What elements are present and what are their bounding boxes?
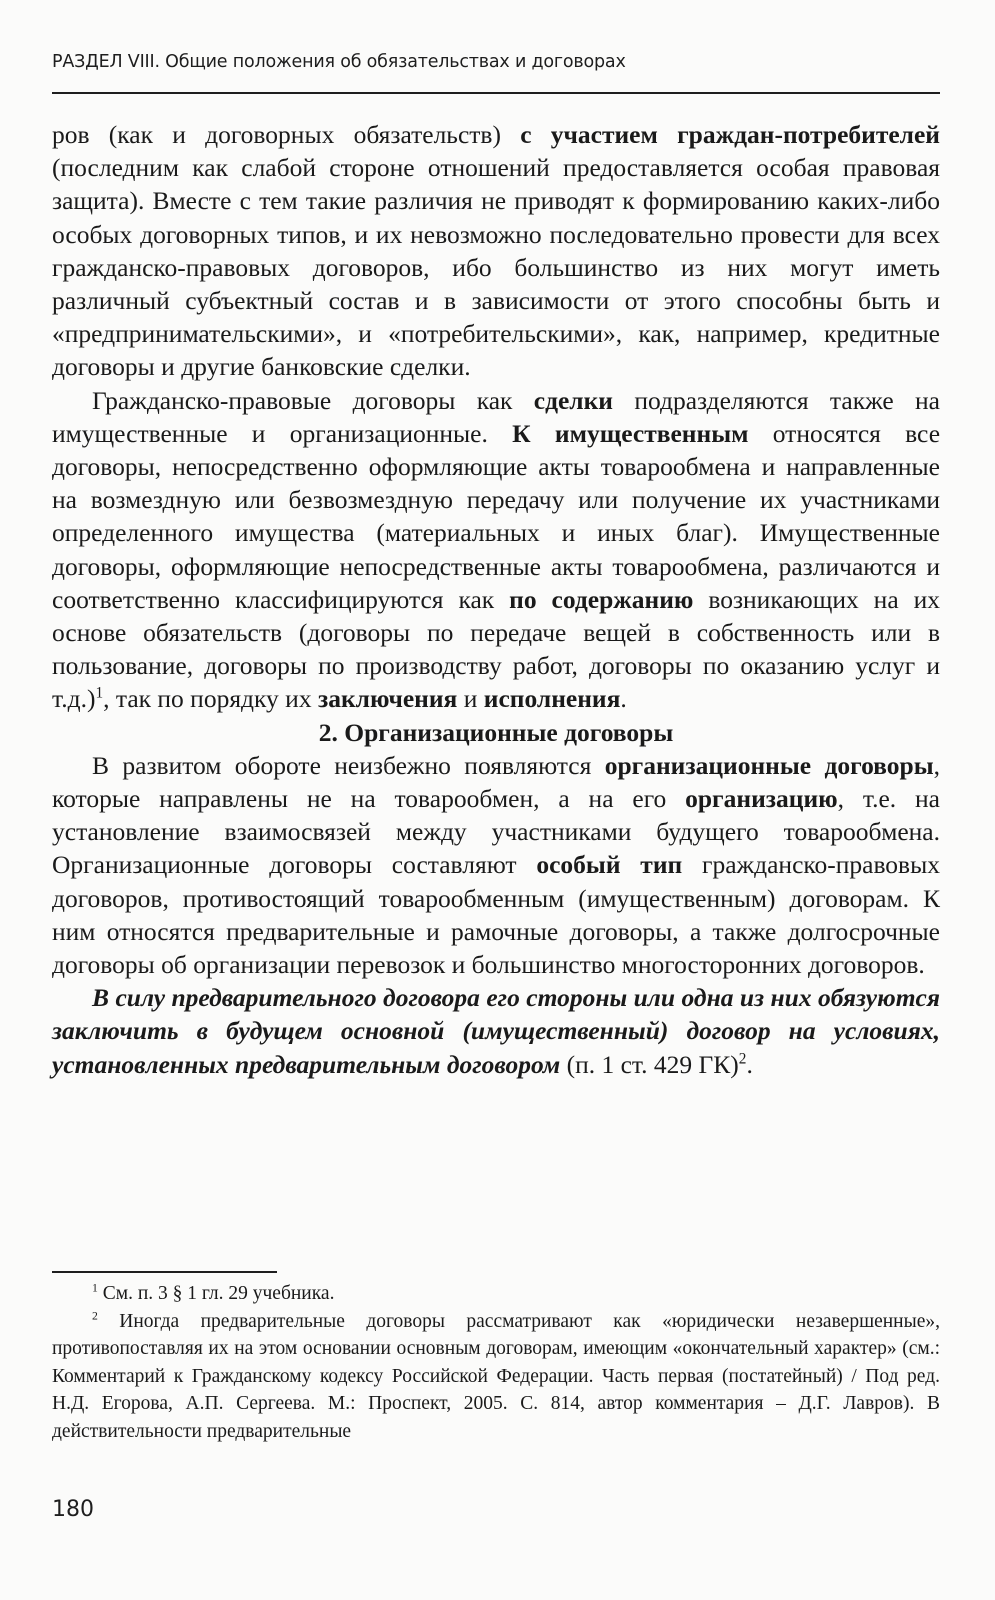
- header-divider: [52, 92, 940, 94]
- footnote-ref-2[interactable]: 2: [738, 1050, 747, 1068]
- bold-term: с участием граждан-потребителей: [520, 120, 940, 149]
- bold-term: организацию: [685, 784, 838, 814]
- bold-term: особый тип: [536, 850, 683, 880]
- bold-term: заключения: [317, 684, 458, 714]
- text-run: (последним как слабой стороне отношений предоставляется особая правовая защита). Вместе с тем такие различия не приводят к формированию каких-либо особых договорных типов, и их невозможно последовательно провести для всех гражданско-правовых договоров, ибо большинство из них могут иметь различный субъектный состав и в зависимости от этого способны быть и «предпринимательскими», и «потребительскими», как, например, кредитные договоры и другие банковские сделки.: [52, 153, 940, 382]
- footnote-2: [52, 1308, 940, 1446]
- text-run: (п. 1 ст. 429 ГК): [560, 1049, 739, 1079]
- paragraph-1: [52, 118, 940, 384]
- paragraph-4: [52, 981, 940, 1081]
- bold-term: К имущественным: [512, 418, 749, 448]
- bold-term: исполнения: [483, 684, 621, 714]
- text-run: Гражданско-правовые договоры как: [92, 385, 534, 415]
- bold-term: организационные договоры: [604, 750, 934, 780]
- text-run: .: [746, 1049, 753, 1079]
- paragraph-2: [52, 384, 940, 716]
- text-run: В развитом обороте неизбежно появляются: [92, 750, 605, 780]
- section-heading: 2. Организационные договоры: [318, 717, 674, 747]
- paragraph-3: [52, 749, 940, 981]
- page-number: 180: [52, 1497, 94, 1522]
- footnote-mark: 2: [92, 1309, 98, 1323]
- text-run: , т.е. на установление взаимосвязей между участниками будущего товарообмена. Организационные договоры составляют: [52, 784, 940, 880]
- bold-term: по содержанию: [509, 584, 694, 614]
- footnote-1: [52, 1280, 940, 1308]
- footnote-text: Иногда предварительные договоры рассматривают как «юридически незавершенные», противопоставляя их на этом основании основным договорам, имеющим «окончательный характер» (см.: Комментарий к Гражданскому кодексу Российской Федерации. Часть первая (постатейный) / Под ред. Н.Д. Егорова, А.П. Сергеева. М.: Проспект, 2005. С. 814, автор комментария – Д.Г. Лавров). В действительности предварительные: [52, 1310, 940, 1442]
- main-text: [52, 118, 940, 1081]
- text-run: возникающих на их основе обязательств (договоры по передаче вещей в собственность или в пользование, договоры по производству работ, договоры по оказанию услуг и т.д.): [52, 584, 940, 714]
- footnote-text: См. п. 3 § 1 гл. 29 учебника.: [97, 1283, 335, 1304]
- text-run: ров (как и договорных обязательств): [52, 120, 521, 149]
- text-run: подразделяются также на имущественные и организационные.: [52, 385, 940, 448]
- text-run: гражданско-правовых договоров, противостоящий товарообменным (имущественным) договорам. К ним относятся предварительные и рамочные договоры, а также долгосрочные договоры об организации перевозок и большинство многосторонних договоров.: [52, 850, 940, 980]
- italic-bold-definition: В силу предварительного договора его стороны или одна из них обязуются заключить в будущем основной (имущественный) договор на условиях, установленных предварительным договором: [52, 983, 940, 1079]
- text-run: , так по порядку их: [103, 684, 318, 714]
- footnotes: [52, 1280, 940, 1446]
- text-run: и: [457, 684, 484, 714]
- text-run: , которые направлены не на товарообмен, а на его: [52, 750, 940, 814]
- footnote-mark: 1: [92, 1281, 98, 1295]
- bold-term: сделки: [533, 385, 613, 415]
- footnote-ref-1[interactable]: 1: [95, 684, 104, 702]
- footnote-divider: [52, 1271, 277, 1273]
- text-run: .: [620, 684, 627, 714]
- text-run: относятся все договоры, непосредственно оформляющие акты товарообмена и направленные на возмездную или безвозмездную передачу или получение их участниками определенного имущества (материальных и иных благ). Имущественные договоры, оформляющие непосредственные акты товарообмена, различаются и соответственно классифицируются как: [52, 418, 941, 614]
- running-head: РАЗДЕЛ VIII. Общие положения об обязательствах и договорах: [52, 52, 626, 72]
